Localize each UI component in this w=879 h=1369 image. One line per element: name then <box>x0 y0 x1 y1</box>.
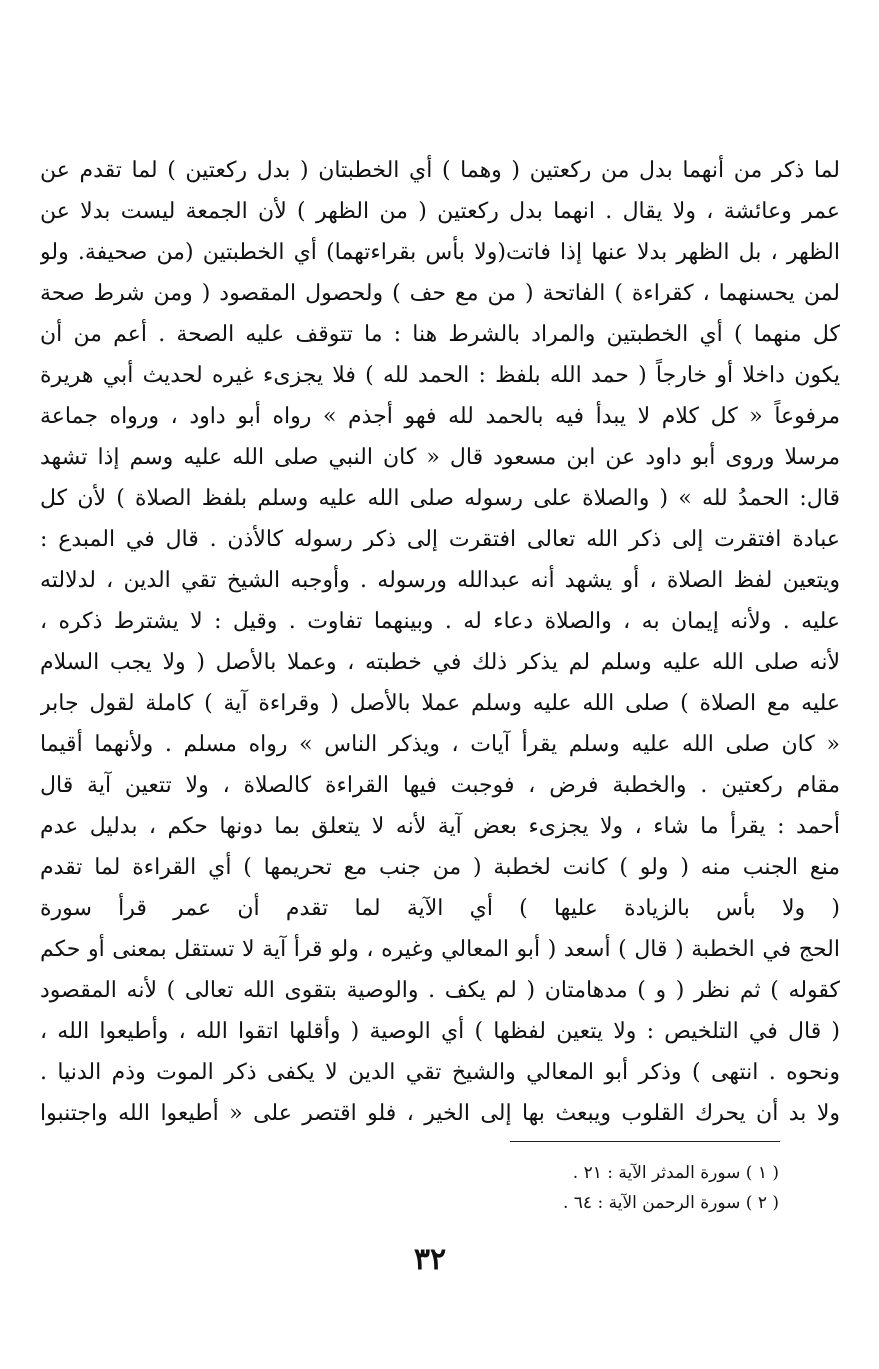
text-line: الظهر ، بل الظهر بدلا عنها إذا فاتت(ولا بأس بقراءتهما) أي الخطبتين (من صحيفة. ولو <box>40 240 840 265</box>
text-line: عليه . ولأنه إيمان به ، والصلاة دعاء له . وبينهما تفاوت . وقيل : لا يشترط ذكره ، <box>40 609 840 634</box>
text-line: عبادة افتقرت إلى ذكر الله تعالى افتقرت إلى ذكر رسوله كالأذن . قال في المبدع : <box>40 527 840 552</box>
text-line: لمن يحسنهما ، كقراءة ) الفاتحة ( من مع حف ) ولحصول المقصود ( ومن شرط صحة <box>40 281 840 306</box>
text-line: قال: الحمدُ لله » ( والصلاة على رسوله صلى الله عليه وسلم بلفظ الصلاة ) لأن كل <box>40 486 840 511</box>
text-line: الحج في الخطبة ( قال ) أسعد ( أبو المعالي وغيره ، ولو قرأ آية لا تستقل بمعنى أو حكم <box>40 937 840 962</box>
footnote-separator <box>510 1141 780 1142</box>
page-number: ٣٢ <box>413 1242 447 1277</box>
text-line: لما ذكر من أنهما بدل من ركعتين ( وهما ) أي الخطبتان ( بدل ركعتين ) لما تقدم عن <box>40 158 840 183</box>
main-text-block <box>40 150 840 1134</box>
text-line: ونحوه . انتهى ) وذكر أبو المعالي والشيخ تقي الدين لا يكفى ذكر الموت وذم الدنيا . <box>40 1060 840 1085</box>
footnotes <box>359 1158 779 1218</box>
text-line: مقام ركعتين . والخطبة فرض ، فوجبت فيها القراءة كالصلاة ، ولا تتعين آية قال <box>40 773 840 798</box>
text-line: منع الجنب منه ( ولو ) كانت لخطبة ( من جنب مع تحريمها ) أي القراءة لما تقدم <box>40 855 840 880</box>
text-line: ويتعين لفظ الصلاة ، أو يشهد أنه عبدالله ورسوله . وأوجبه الشيخ تقي الدين ، لدلالته <box>40 568 840 593</box>
footnote-1: ( ١ ) سورة المدثر الآية : ٢١ . <box>572 1163 779 1183</box>
text-line: ولا بد أن يحرك القلوب ويبعث بها إلى الخير ، فلو اقتصر على « أطيعوا الله واجتنبوا <box>40 1101 840 1126</box>
text-line: كقوله ) ثم نظر ( و ) مدهامتان ( لم يكف . والوصية بتقوى الله تعالى ) لأنه المقصود <box>40 978 840 1003</box>
text-line: مرسلا وروى أبو داود عن ابن مسعود قال « كان النبي صلى الله عليه وسم إذا تشهد <box>40 445 840 470</box>
text-line: مرفوعاً « كل كلام لا يبدأ فيه بالحمد لله فهو أجذم » رواه أبو داود ، ورواه جماعة <box>40 404 840 429</box>
text-line: ( ولا بأس بالزيادة عليها ) أي الآية لما تقدم أن عمر قرأ سورة <box>40 896 840 921</box>
text-line: كل منهما ) أي الخطبتين والمراد بالشرط هنا : ما تتوقف عليه الصحة . أعم من أن <box>40 322 840 347</box>
text-line: عمر وعائشة ، ولا يقال . انهما بدل ركعتين ( من الظهر ) لأن الجمعة ليست بدلا عن <box>40 199 840 224</box>
text-line: أحمد : يقرأ ما شاء ، ولا يجزىء بعض آية لأنه لا يتعلق بما دونها حكم ، بدليل عدم <box>40 814 840 839</box>
text-line: ( قال في التلخيص : ولا يتعين لفظها ) أي الوصية ( وأقلها اتقوا الله ، وأطيعوا الله ، <box>40 1019 840 1044</box>
text-line: عليه مع الصلاة ) صلى الله عليه وسلم عملا بالأصل ( وقراءة آية ) كاملة لقول جابر <box>40 691 840 716</box>
text-line: لأنه صلى الله عليه وسلم لم يذكر ذلك في خطبته ، وعملا بالأصل ( ولا يجب السلام <box>40 650 840 675</box>
text-line: « كان صلى الله عليه وسلم يقرأ آيات ، ويذكر الناس » رواه مسلم . ولأنهما أقيما <box>40 732 840 757</box>
text-line: يكون داخلا أو خارجاً ( حمد الله بلفظ : الحمد لله ) فلا يجزىء غيره لحديث أبي هريرة <box>40 363 840 388</box>
footnote-2: ( ٢ ) سورة الرحمن الآية : ٦٤ . <box>562 1193 779 1213</box>
